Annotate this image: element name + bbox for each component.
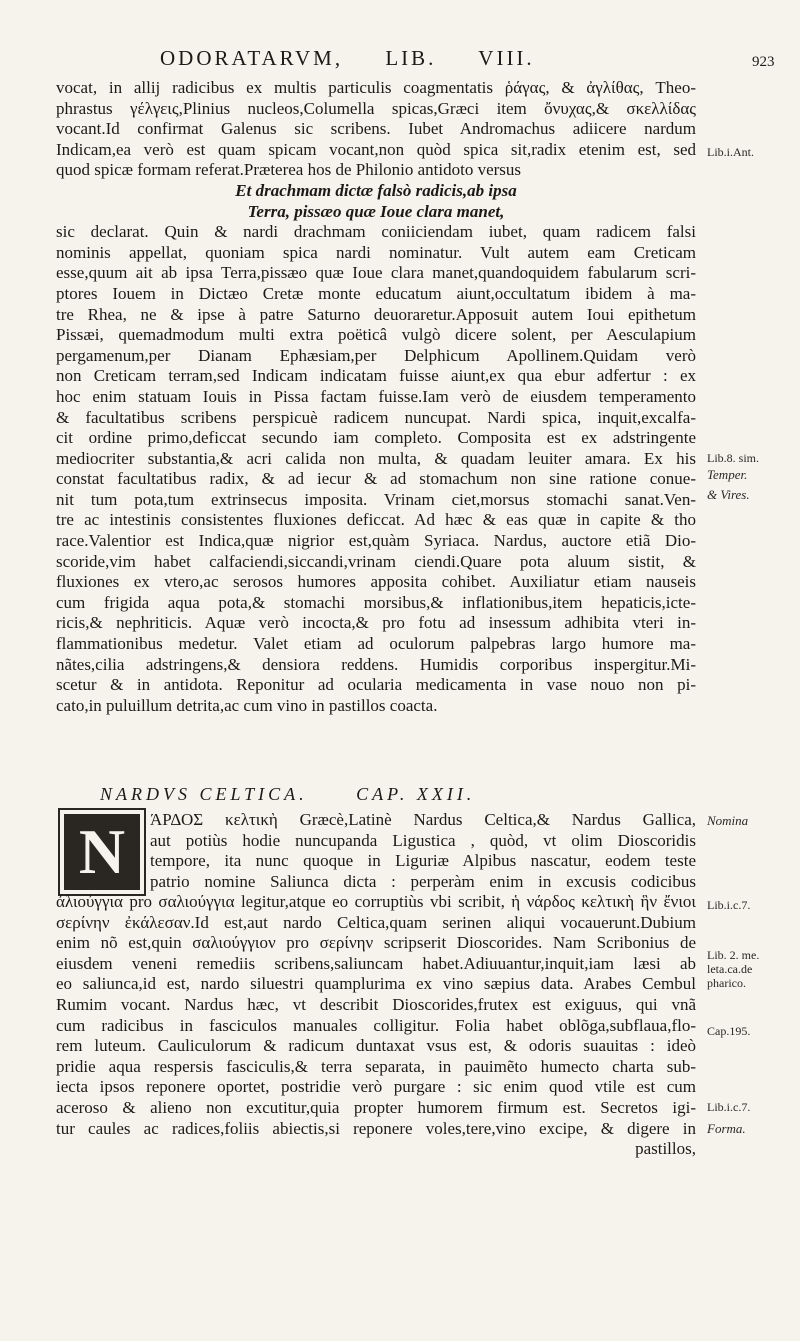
text-line: scetur & in antidota. Reponitur ad ocularia medicamenta in vase nouo non pi-: [56, 675, 696, 695]
text-line: aceroso & alieno non excutitur,quia propter humorem firmum est. Secretos igi-: [56, 1097, 696, 1117]
text-line: iecta ipsos reponere oportet, postridie verò purgare : sic enim quod vtile est cum: [56, 1077, 696, 1097]
text-line: rem luteum. Cauliculorum & radicum duntaxat vsus est, & odoris suauitas : ideò: [56, 1036, 696, 1056]
text-line: tempore, ita nunc quoque in Liguriæ Alpibus nascatur, eodem teste: [150, 851, 696, 871]
text-line: flammationibus medetur. Valet etiam ad oculorum palpebras largo humore ma-: [56, 634, 696, 654]
text-line: phrastus γέλγεις,Plinius nucleos,Columella spicas,Græci item ὄνυχας,& σκελλίδας: [56, 98, 696, 118]
text-line: nominis appellat, quoniam spica nardi nominatur. Vult autem eam Creticam: [56, 242, 696, 262]
margin-note-lib-2-me: Lib. 2. me.: [707, 948, 760, 962]
margin-note-vires: & Vires.: [707, 487, 750, 502]
text-line: σερίνην ἐκάλεσαν.Id est,aut nardo Celtica,quam serinen aliqui vocauerunt.Dubium: [56, 912, 696, 932]
text-line: vocant.Id confirmat Galenus sic scribens. Iubet Andromachus adiicere nardum: [56, 119, 696, 139]
text-line: pergamenum,per Dianam Ephæsiam,per Delphicum Apollinem.Quidam verò: [56, 345, 696, 365]
text-line: constat facultatibus radix, & ad iecur & ad stomachum non sine ratione conue-: [56, 469, 696, 489]
margin-note-forma: Forma.: [707, 1121, 746, 1136]
running-title-part-1: ODORATARVM,: [160, 46, 344, 70]
text-line: tre Rhea, ne & ipse à patre Saturno deuoraretur.Apposuit autem Ioui epithetum: [56, 304, 696, 324]
text-line: fluxiones ex vtero,ac serosos humores apposita cohibet. Auxiliatur etiam nauseis: [56, 572, 696, 592]
decorated-initial: N: [58, 808, 146, 896]
text-line: aut potiùs hodie nuncupanda Ligustica , quòd, vt olim Dioscoridis: [150, 830, 696, 850]
body-text-block-1: [56, 78, 696, 716]
text-line: eo saliunca,id est, nardo siluestri quamplurima ex vino sæpius data. Arabes Cembul: [56, 974, 696, 994]
text-line: tre ac intestinis consistentes fluxiones deficcat. Ad hæc & eas quæ in capite & tho: [56, 510, 696, 530]
text-line: & facultatibus scribens perspicuè radicem nuncupat. Nardi spica, inquit,excalfa-: [56, 407, 696, 427]
text-line: non Creticam terram,sed Indicam indicatam fuisse aiunt,ex qua ebur adfertur : ex: [56, 366, 696, 386]
chapter-title: NARDVS CELTICA.: [100, 784, 308, 804]
margin-note-leta: leta.ca.de: [707, 962, 753, 976]
text-line: pridie aqua respersis fasciculis,& terra separata, in pauimẽto humecto charta sub-: [56, 1056, 696, 1076]
margin-note-lib-ant: Lib.i.Ant.: [707, 145, 754, 159]
body-text-block-2: [56, 892, 696, 1160]
chapter-number: CAP. XXII.: [356, 784, 476, 804]
text-line: esse,quum ait ab ipsa Terra,pissæo quæ Ioue clara manet,quandoquidem fabularum scri-: [56, 263, 696, 283]
margin-note-nomina: Nomina: [707, 813, 749, 828]
text-line: cit ordine primo,deficcat secundo iam completo. Composita est ex adstringente: [56, 428, 696, 448]
running-title-part-3: VIII.: [478, 46, 535, 70]
chapter-heading: [100, 784, 620, 805]
running-head: [160, 46, 640, 71]
text-line: quod spicæ formam referat.Præterea hos de Philonio antidoto versus: [56, 160, 522, 180]
text-line: cum radicibus in fasciculos manuales colligitur. Folia habet oblõga,subflaua,flo-: [56, 1015, 696, 1035]
verse-line: Et drachmam dictæ falsò radicis,ab ipsa: [235, 180, 517, 200]
text-line: cato,in puluillum detrita,ac cum vino in pastillos coacta.: [56, 695, 438, 715]
text-line: pastillos,: [635, 1139, 696, 1159]
margin-note-pharico: pharico.: [707, 976, 746, 990]
text-line: Pissæi, quemadmodum multi extra poëticâ vulgò dicere solent, per Aesculapium: [56, 325, 696, 345]
text-line: sic declarat. Quin & nardi drachmam coniiciendam iubet, quam radicem falsi: [56, 222, 696, 242]
body-text-block-2-indented: [150, 810, 696, 892]
text-line: enim nõ est,quin σαλιούγγιον pro σερίνην scripserit Dioscorides. Nam Scribonius de: [56, 933, 696, 953]
text-line: mediocriter substantia,& acri calida non multa, & quadam leuiter amara. Ex his: [56, 448, 696, 468]
text-line: patrio nomine Saliunca dicta : perperàm enim in excusis codicibus: [150, 871, 696, 891]
text-line: ricis,& nephriticis. Aquæ verò incocta,& pro fotu ad insessum adhibita vteri in-: [56, 613, 696, 633]
text-line: race.Valentior est Indica,quæ nigrior est,quàm Syriaca. Nardus, auctore etiã Dio-: [56, 531, 696, 551]
margin-note-temper: Temper.: [707, 467, 748, 482]
page-number: 923: [752, 54, 775, 70]
text-line: nit tum pota,tum extrinsecus imposita. Vrinam ciet,morsus stomachi sanat.Ven-: [56, 489, 696, 509]
margin-note-lib-sim: Lib.8. sim.: [707, 451, 760, 465]
text-line: Indicam,ea verò est quam spicam vocant,non quòd spica sit,radix etenim est, sed: [56, 139, 696, 159]
verse-line: Terra, pissæo quæ Ioue clara manet,: [247, 201, 505, 221]
text-line: Rumim vocant. Nardus hæc, vt describit Dioscorides,frutex est exiguus, qui vnã: [56, 994, 696, 1014]
text-line: ptores Iouem in Dictæo Cretæ monte educatum aiunt,occultatum ibidem à ma-: [56, 283, 696, 303]
text-line: scoride,vim habet calfaciendi,siccandi,vrinam ciendi.Quare pota aluum sistit, &: [56, 551, 696, 571]
text-line: eiusdem veneni remediis scribens,saliuncam habet.Adiuuantur,inquit,iam læsi ab: [56, 953, 696, 973]
text-line: hoc enim statuam Iouis in Pissa factam fuisse.Iam verò de eiusdem temperamento: [56, 386, 696, 406]
text-line: cum frigida aqua pota,& stomachi morsibus,& inflationibus,item hepaticis,icte-: [56, 592, 696, 612]
margin-note-lib-c7: Lib.i.c.7.: [707, 898, 751, 912]
text-line: nãtes,cilia adstringens,& densiora reddens. Humidis corporibus inspergitur.Mi-: [56, 654, 696, 674]
text-line: tur caules ac radices,foliis abiectis,si reponere voles,tere,vino excipe, & digere in: [56, 1118, 696, 1138]
margin-note-cap: Cap.195.: [707, 1024, 751, 1038]
text-line: ἀλιούγγια pro σαλιούγγια legitur,atque eo corruptiùs vbi scribit, ἡ νάρδος κελτικὴ ἣν ἔνιοι: [56, 892, 696, 911]
text-line: ΆΡΔΟΣ κελτικὴ Græcè,Latinè Nardus Celtica,& Nardus Gallica,: [150, 810, 696, 829]
text-line: vocat, in allij radicibus ex multis particulis coagmentatis ῥάγας, & ἀγλίθας, Theo-: [56, 78, 696, 97]
margin-note-lib-c7-2: Lib.i.c.7.: [707, 1100, 751, 1114]
running-title-part-2: LIB.: [385, 46, 437, 70]
